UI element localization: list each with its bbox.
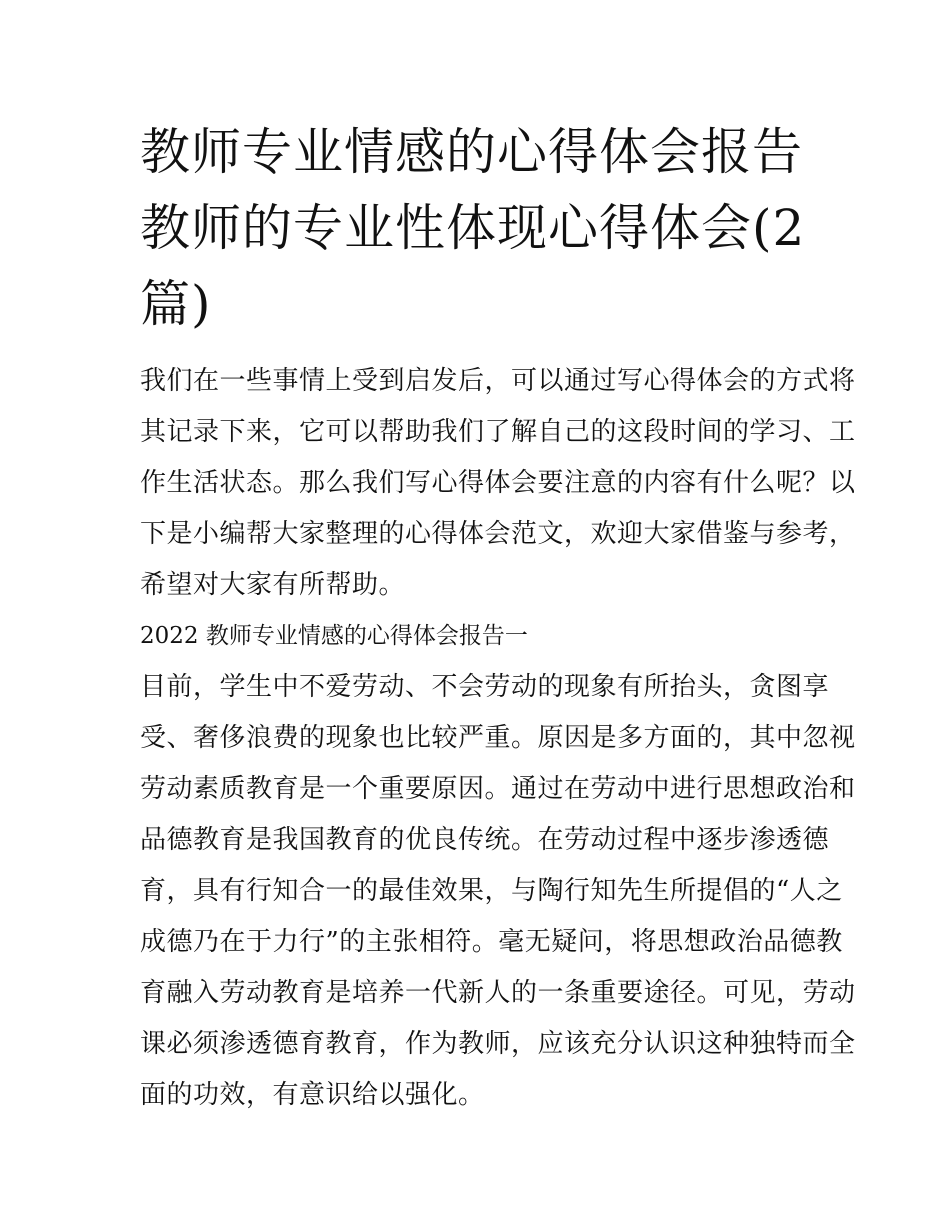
document-body	[140, 356, 856, 1121]
intro-paragraph	[140, 356, 856, 611]
section-line: 品德教育是我国教育的优良传统。在劳动过程中逐步渗透德	[140, 825, 830, 855]
intro-line: 作生活状态。那么我们写心得体会要注意的内容有什么呢？以	[140, 468, 856, 498]
section-heading: 2022 教师专业情感的心得体会报告一	[140, 623, 528, 649]
title-line-2: 教师的专业性体现心得体会(2	[140, 199, 806, 257]
intro-line: 希望对大家有所帮助。	[140, 570, 406, 600]
section-line: 目前，学生中不爱劳动、不会劳动的现象有所抬头，贪图享	[140, 672, 830, 702]
section-line: 育融入劳动教育是培养一代新人的一条重要途径。可见，劳动	[140, 978, 856, 1008]
section-paragraph	[140, 662, 856, 1121]
title-line-1: 教师专业情感的心得体会报告	[140, 123, 803, 181]
intro-line: 下是小编帮大家整理的心得体会范文，欢迎大家借鉴与参考，	[140, 519, 856, 549]
section-line: 受、奢侈浪费的现象也比较严重。原因是多方面的，其中忽视	[140, 723, 856, 753]
section-line: 成德乃在于力行”的主张相符。毫无疑问，将思想政治品德教	[140, 927, 843, 957]
intro-line: 我们在一些事情上受到启发后，可以通过写心得体会的方式将	[140, 366, 856, 396]
intro-line: 其记录下来，它可以帮助我们了解自己的这段时间的学习、工	[140, 417, 856, 447]
document-title	[140, 114, 820, 342]
section-line: 课必须渗透德育教育，作为教师，应该充分认识这种独特而全	[140, 1029, 856, 1059]
section-line: 面的功效，有意识给以强化。	[140, 1080, 485, 1110]
section-line: 劳动素质教育是一个重要原因。通过在劳动中进行思想政治和	[140, 774, 856, 804]
title-line-3: 篇)	[140, 275, 212, 333]
section-line: 育，具有行知合一的最佳效果，与陶行知先生所提倡的“人之	[140, 876, 843, 906]
